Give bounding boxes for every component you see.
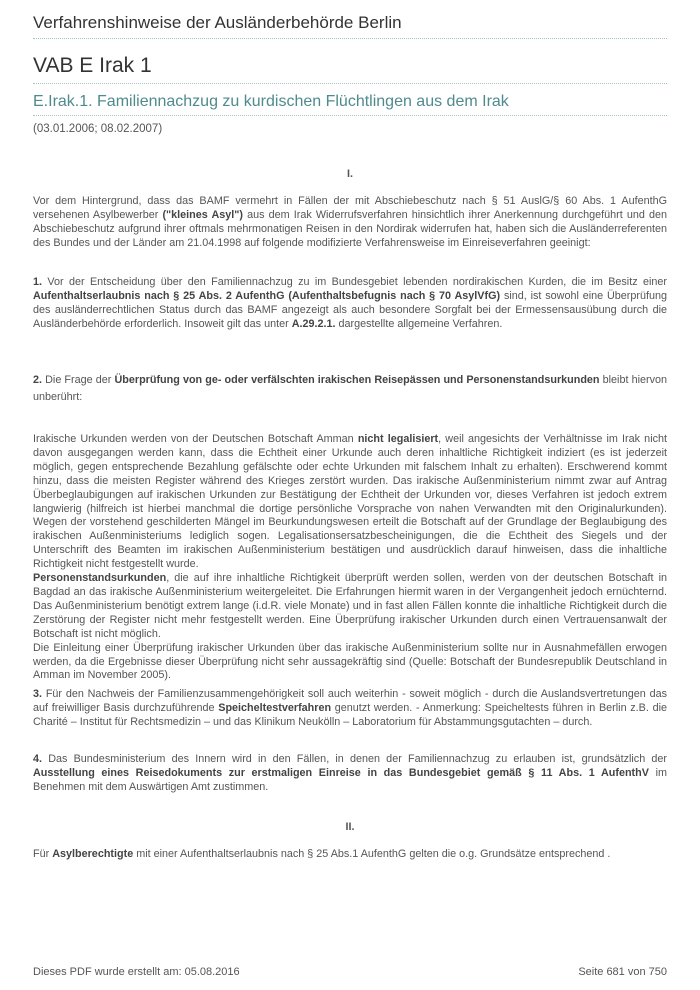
page-footer (33, 966, 667, 978)
pdf-created-date: Dieses PDF wurde erstellt am: 05.08.2016 (33, 966, 240, 978)
section-title: E.Irak.1. Familiennachzug zu kurdischen Flüchtlingen aus dem Irak (33, 93, 667, 116)
paragraph-number: 1. (33, 276, 43, 288)
page-number: Seite 681 von 750 (578, 966, 667, 978)
paragraph-3: 3. Für den Nachweis der Familienzusammengehörigkeit soll auch weiterhin - soweit möglich - durch die Auslandsvertretungen das auf freiwilliger Basis durchzuführende Speicheltestverfahren genutzt werden. - Anmerkung: Speicheltests führen in Berlin z.B. die Charité – Institut für Rechtsmedizin – und das Klinikum Neukölln – Laboratorium für Abstammungsgutachten – durch. (33, 688, 667, 728)
page-header (33, 13, 667, 39)
paragraph-2-documents: Irakische Urkunden werden von der Deutschen Botschaft Amman nicht legalisiert, weil angesichts der Verhältnisse im Irak nicht davon ausgegangen werden kann, dass die Echtheit einer Urkunde auch deren inhaltliche Richtigkeit indiziert (es ist jederzeit möglich, gegen entsprechende Bezahlung gefälschte oder echte Urkunden mit falschem Inhalt zu erhalten). Erschwerend kommt hinzu, dass die meisten Register während des Krieges zerstört wurden. Das irakische Außenministerium nimmt zwar auf Antrag Überbeglaubigungen auf irakischen Urkunden zur Bestätigung der Echtheit der Urkunden vor, dieses Verfahren ist jedoch extrem langwierig (hilfreich ist hierbei manchmal die dortige persönliche Vorsprache von nahen Verwandten mit den Originalurkunden). Wegen der vorstehend geschilderten Mängel im Beurkundungswesen erteilt die Botschaft auf der Grundlage der Beglaubigung des irakischen Außenministeriums lediglich sogen. Legalisationsersatzbescheinigungen, die die Echtheit des Siegels und der Unterschrift des Beamten im irakischen Außenministerium bestätigen und ausdrücklich darauf hinweisen, dass die inhaltliche Richtigkeit nicht festgestellt wurde. Personenstandsurkunden, die auf ihre inhaltliche Richtigkeit überprüft werden sollen, werden von der deutschen Botschaft in Bagdad an das irakische Außenministerium weitergeleitet. Die Erfahrungen hiermit waren in der Vergangenheit jedoch ernüchternd. Das Außenministerium benötigt extrem lange (i.d.R. viele Monate) und in fast allen Fällen konnte die inhaltliche Richtigkeit durch die Zerstörung der Register nicht mehr festgestellt werden. Eine Überprüfung irakischer Urkunden durch einen Vertrauensanwalt der Botschaft ist nicht möglich. Die Einleitung einer Überprüfung irakischer Urkunden über das irakische Außenministerium sollte nur in Ausnahmefällen erwogen werden, da die Ergebnisse dieser Überprüfung nicht sehr aussagekräftig sind (Quelle: Botschaft der Bundesrepublik Deutschland in Amman im November 2005). (33, 433, 667, 682)
part-two-heading: II. (345, 821, 355, 833)
paragraph-1: 1. Vor der Entscheidung über den Familiennachzug zu im Bundesgebiet lebenden nordirakischen Kurden, die im Besitz einer Aufenthaltserlaubnis nach § 25 Abs. 2 AufenthG (Aufenthaltsbefugnis nach § 70 AsylVfG) sind, ist sowohl eine Überprüfung des ausländerrechtlichen Status durch das BAMF angezeigt als auch besondere Sorgfalt bei der Ermessensausübung durch die Ausländerbehörde erforderlich. Insoweit gilt das unter A.29.2.1. dargestellte allgemeine Verfahren. (33, 276, 667, 330)
part-one-heading: I. (347, 168, 353, 180)
intro-paragraph: Vor dem Hintergrund, dass das BAMF vermehrt in Fällen der mit Abschiebeschutz nach § 51 AuslG/§ 60 Abs. 1 AufenthG versehenen Asylbewerber ("kleines Asyl") aus dem Irak Widerrufsverfahren hinsichtlich ihrer Anerkennung durchgeführt und den Abschiebeschutz aufgrund ihrer oftmals mehrmonatigen Reisen in den Nordirak widerrufen hat, haben sich die Ausländerreferenten des Bundes und der Länder am 21.04.1998 auf folgende modifizierte Verfahrensweise im Einreiseverfahren geeinigt: (33, 195, 667, 249)
paragraph-number: 4. (33, 753, 43, 765)
paragraph-4: 4. Das Bundesministerium des Innern wird in den Fällen, in denen der Familiennachzug zu erlauben ist, grundsätzlich der Ausstellung eines Reisedokuments zur erstmaligen Einreise in das Bundesgebiet gemäß § 11 Abs. 1 AufenthV im Benehmen mit dem Auswärtigen Amt zustimmen. (33, 753, 667, 793)
paragraph-number: 2. (33, 374, 43, 386)
paragraph-2: 2. Die Frage der Überprüfung von ge- oder verfälschten irakischen Reisepässen und Personenstandsurkunden bleibt hiervon unberührt: (33, 374, 667, 403)
paragraph-number: 3. (33, 688, 43, 700)
part-two-paragraph: Für Asylberechtigte mit einer Aufenthaltserlaubnis nach § 25 Abs.1 AufenthG gelten die o.g. Grundsätze entsprechend . (33, 848, 611, 860)
header-title: Verfahrenshinweise der Ausländerbehörde Berlin (33, 13, 402, 32)
document-title: VAB E Irak 1 (33, 54, 667, 84)
revision-dates: (03.01.2006; 08.02.2007) (33, 123, 163, 135)
